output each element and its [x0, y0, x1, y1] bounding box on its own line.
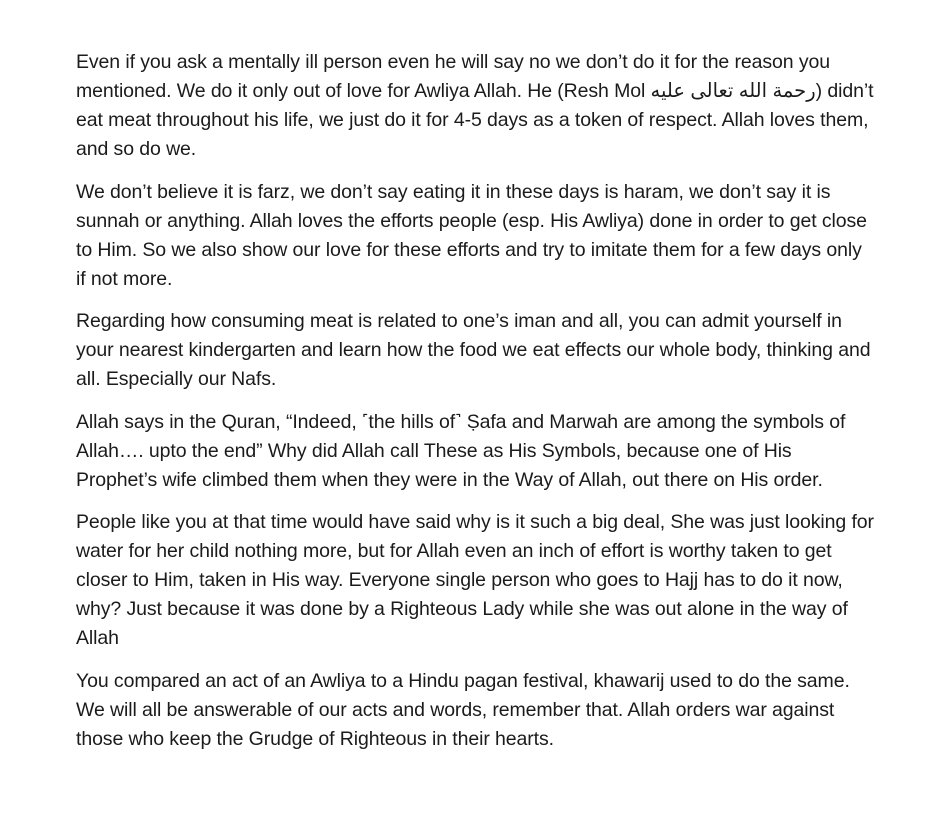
paragraph-1: Even if you ask a mentally ill person even he will say no we don’t do it for the reason you mentioned. We do it only out of love for Awliya Allah. He (Resh Mol رحمة الله تعالى عليه) didn’t eat meat throughout his life, we just do it for 4-5 days as a token of respect. Allah loves them, and so do we.	[76, 51, 874, 160]
comment-body	[76, 48, 876, 767]
paragraph-3: Regarding how consuming meat is related to one’s iman and all, you can admit yourself in your nearest kindergarten and learn how the food we eat effects our whole body, thinking and all. Especially our Nafs.	[76, 310, 871, 390]
paragraph-2: We don’t believe it is farz, we don’t say eating it in these days is haram, we don’t say it is sunnah or anything. Allah loves the efforts people (esp. His Awliya) done in order to get close to Him. So we also show our love for these efforts and try to imitate them for a few days only if not more.	[76, 180, 867, 290]
paragraph-4: Allah says in the Quran, “Indeed, ˹the hills of˺ Ṣafa and Marwah are among the symbols of Allah…. upto the end” Why did Allah call These as His Symbols, because one of His Prophet’s wife climbed them when they were in the Way of Allah, out there on His order.	[76, 410, 846, 491]
paragraph-5: People like you at that time would have said why is it such a big deal, She was just looking for water for her child nothing more, but for Allah even an inch of effort is worthy taken to get closer to Him, taken in His way. Everyone single person who goes to Hajj has to do it now, why? Just because it was done by a Righteous Lady while she was out alone in the way of Allah	[76, 511, 874, 649]
paragraph-6: You compared an act of an Awliya to a Hindu pagan festival, khawarij used to do the same. We will all be answerable of our acts and words, remember that. Allah orders war against those who keep the Grudge of Righteous in their hearts.	[76, 669, 850, 750]
